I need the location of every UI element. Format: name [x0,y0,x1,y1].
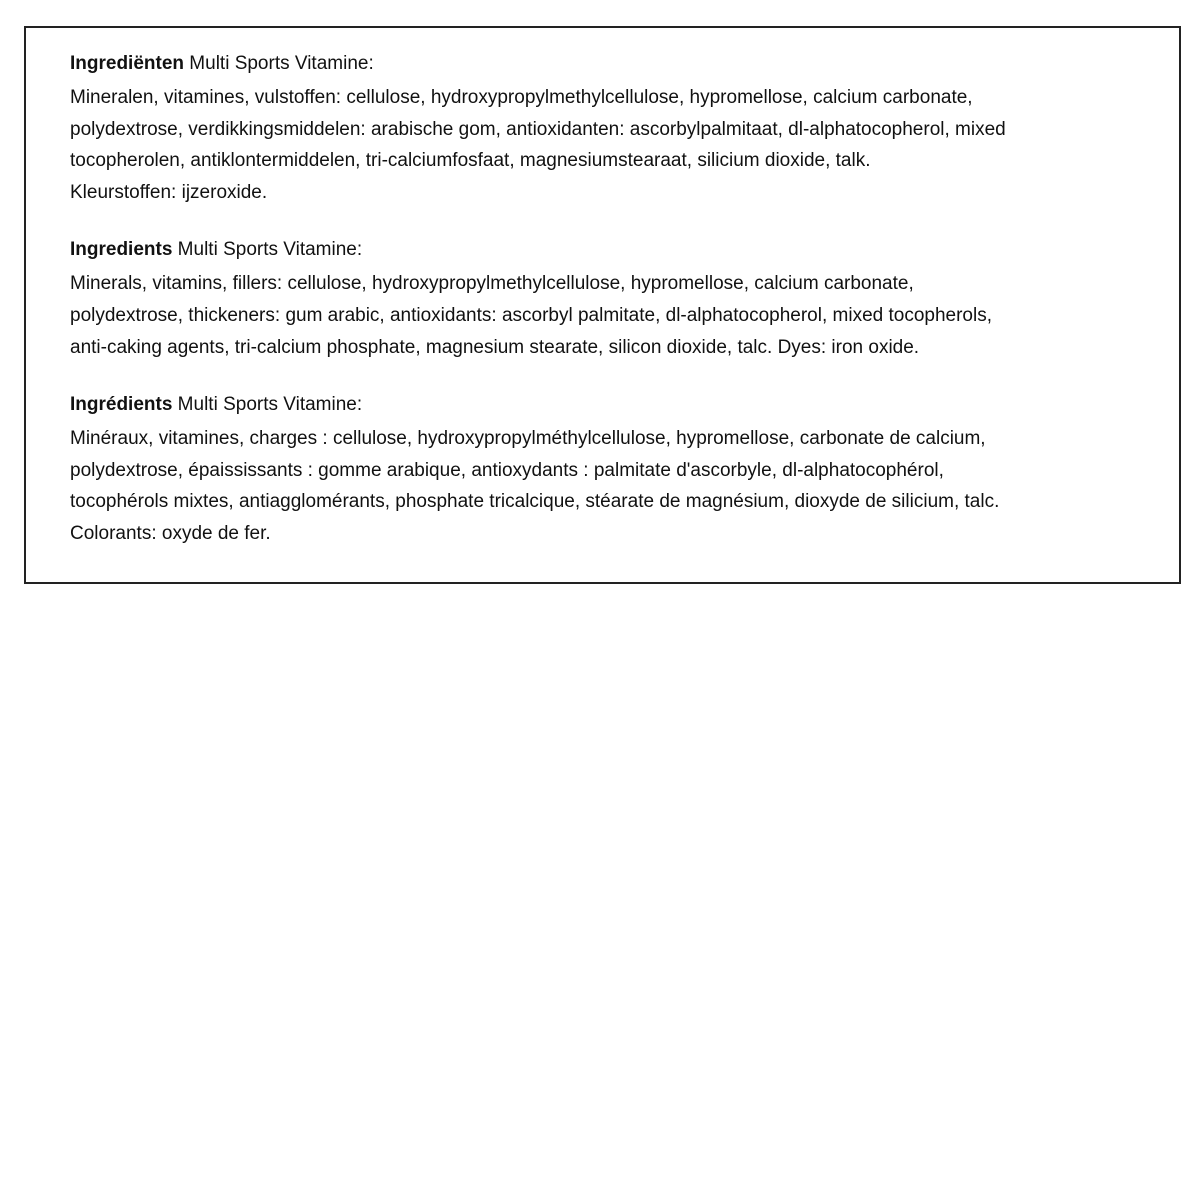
ingredients-block-english [70,234,1139,363]
heading-bold: Ingrediënten [70,53,185,74]
block-heading [70,389,1139,421]
ingredient-line: Colorants: oxyde de fer. [70,522,271,544]
ingredient-line: tocophérols mixtes, antiagglomérants, phosphate tricalcique, stéarate de magnésium, dioxyde de silicium, talc. [70,491,1000,513]
ingredient-line: Minéraux, vitamines, charges : cellulose, hydroxypropylméthylcellulose, hypromellose, carbonate de calcium, [70,428,986,450]
ingredient-line: Minerals, vitamins, fillers: cellulose, hydroxypropylmethylcellulose, hypromellose, calcium carbonate, [70,273,914,295]
heading-bold: Ingredients [70,239,173,261]
ingredient-line: polydextrose, thickeners: gum arabic, antioxidants: ascorbyl palmitate, dl-alphatocopherol, mixed tocopherols, [70,304,992,326]
ingredient-line: Mineralen, vitamines, vulstoffen: cellulose, hydroxypropylmethylcellulose, hypromellose, calcium carbonate, [70,87,973,108]
ingredient-line: polydextrose, verdikkingsmiddelen: arabische gom, antioxidanten: ascorbylpalmitaat, dl-alphatocopherol, mixed [70,118,1006,140]
ingredient-line: Kleurstoffen: ijzeroxide. [70,181,268,203]
heading-rest: Multi Sports Vitamine: [172,394,363,416]
ingredients-label-box [24,26,1181,584]
ingredient-line: anti-caking agents, tri-calcium phosphate, magnesium stearate, silicon dioxide, talc. Dyes: iron oxide. [70,336,920,358]
ingredients-block-french [70,389,1139,549]
block-heading [70,234,1139,266]
heading-rest: Multi Sports Vitamine: [172,239,363,261]
block-heading [70,48,1139,80]
ingredient-line: tocopherolen, antiklontermiddelen, tri-calciumfosfaat, magnesiumstearaat, silicium dioxide, talk. [70,150,871,172]
heading-rest: Multi Sports Vitamine: [184,53,374,74]
ingredient-line: polydextrose, épaississants : gomme arabique, antioxydants : palmitate d'ascorbyle, dl-alphatocophérol, [70,459,944,481]
ingredients-block-dutch [70,48,1139,208]
heading-bold: Ingrédients [70,394,173,416]
